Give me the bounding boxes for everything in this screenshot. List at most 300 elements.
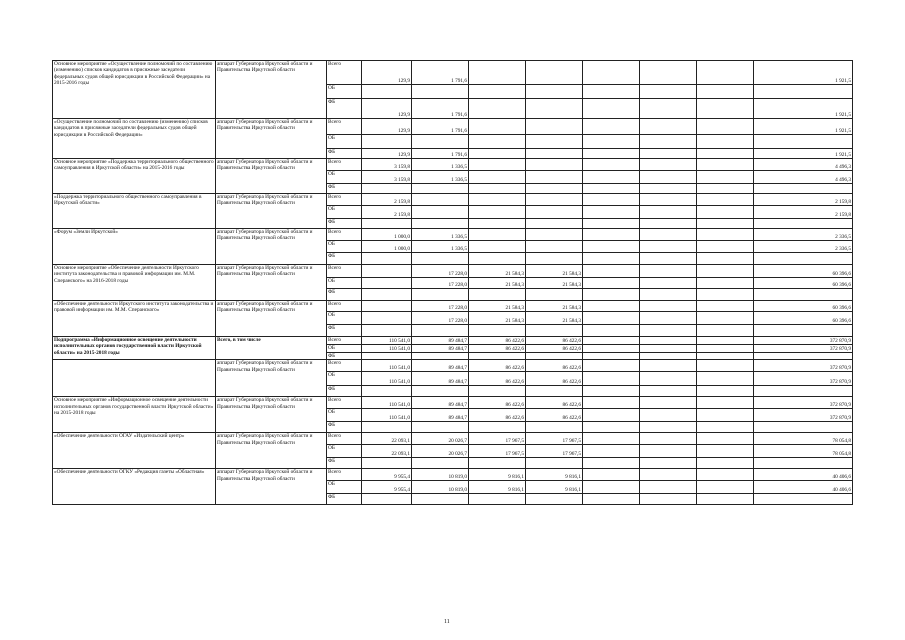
total-cell: 2 159,8 (754, 194, 853, 206)
amount-cell (697, 184, 754, 194)
amount-cell: 129,9 (362, 61, 412, 85)
amount-cell (697, 409, 754, 422)
amount-cell (583, 253, 640, 265)
funding-source-cell: Всего (327, 265, 362, 278)
amount-cell (583, 184, 640, 194)
amount-cell: 21 584,3 (526, 265, 583, 278)
amount-cell: 1 791,6 (412, 149, 469, 159)
activity-name-cell (53, 360, 216, 397)
total-cell: 2 159,8 (754, 206, 853, 219)
amount-cell (412, 494, 469, 505)
total-cell (754, 85, 853, 99)
amount-cell (412, 353, 469, 360)
amount-cell (526, 458, 583, 469)
amount-cell (469, 289, 526, 301)
total-cell: 372 870,9 (754, 372, 853, 386)
amount-cell (697, 278, 754, 289)
amount-cell (526, 325, 583, 337)
amount-cell (469, 119, 526, 135)
amount-cell (583, 149, 640, 159)
amount-cell (697, 219, 754, 229)
amount-cell (697, 345, 754, 353)
amount-cell (697, 159, 754, 171)
amount-cell (362, 458, 412, 469)
total-cell (754, 219, 853, 229)
funding-source-cell: ФБ (327, 353, 362, 360)
table-row (53, 159, 853, 171)
amount-cell (640, 445, 697, 458)
total-cell: 78 054,8 (754, 445, 853, 458)
table-row (53, 469, 853, 481)
amount-cell: 1 791,6 (412, 119, 469, 135)
amount-cell (469, 206, 526, 219)
amount-cell: 89 484,7 (412, 409, 469, 422)
amount-cell (583, 360, 640, 372)
amount-cell (526, 253, 583, 265)
executor-cell: аппарат Губернатора Иркутской области и Правительства Иркутской области (216, 194, 327, 229)
amount-cell (583, 278, 640, 289)
amount-cell (640, 481, 697, 494)
total-cell (754, 135, 853, 149)
amount-cell (697, 85, 754, 99)
amount-cell (526, 99, 583, 119)
amount-cell (697, 61, 754, 85)
amount-cell: 21 584,3 (526, 301, 583, 312)
activity-name-cell: «Обеспечение деятельности ОГАУ «Издательский центр» (53, 433, 216, 469)
amount-cell (640, 135, 697, 149)
amount-cell (583, 289, 640, 301)
amount-cell (583, 229, 640, 241)
total-cell (754, 325, 853, 337)
amount-cell (697, 337, 754, 345)
amount-cell (640, 194, 697, 206)
amount-cell (583, 337, 640, 345)
table-row (53, 119, 853, 135)
total-cell: 78 054,8 (754, 433, 853, 445)
amount-cell: 110 541,0 (362, 360, 412, 372)
amount-cell (640, 229, 697, 241)
executor-cell: аппарат Губернатора Иркутской области и Правительства Иркутской области (216, 397, 327, 433)
amount-cell (526, 135, 583, 149)
amount-cell (583, 301, 640, 312)
amount-cell (583, 397, 640, 409)
amount-cell (640, 494, 697, 505)
funding-source-cell: ОБ (327, 278, 362, 289)
total-cell (754, 422, 853, 433)
total-cell: 60 396,6 (754, 312, 853, 325)
amount-cell (412, 206, 469, 219)
amount-cell (640, 409, 697, 422)
amount-cell: 2 159,8 (362, 194, 412, 206)
amount-cell: 22 093,1 (362, 433, 412, 445)
amount-cell (640, 206, 697, 219)
total-cell: 4 496,3 (754, 159, 853, 171)
amount-cell: 86 422,6 (526, 337, 583, 345)
amount-cell: 21 584,3 (526, 312, 583, 325)
funding-source-cell: Всего (327, 337, 362, 345)
amount-cell (526, 386, 583, 397)
funding-source-cell: Всего (327, 159, 362, 171)
amount-cell (583, 219, 640, 229)
amount-cell (640, 159, 697, 171)
amount-cell (526, 159, 583, 171)
executor-cell: аппарат Губернатора Иркутской области и Правительства Иркутской области (216, 433, 327, 469)
amount-cell (697, 149, 754, 159)
executor-cell: аппарат Губернатора Иркутской области и Правительства Иркутской области (216, 229, 327, 265)
amount-cell (526, 494, 583, 505)
executor-cell: аппарат Губернатора Иркутской области и Правительства Иркутской области (216, 61, 327, 119)
table-row (53, 433, 853, 445)
amount-cell (583, 85, 640, 99)
amount-cell (697, 229, 754, 241)
amount-cell (697, 325, 754, 337)
executor-cell: аппарат Губернатора Иркутской области и Правительства Иркутской области (216, 265, 327, 301)
table-row (53, 229, 853, 241)
amount-cell: 1 791,6 (412, 99, 469, 119)
amount-cell (362, 219, 412, 229)
amount-cell: 86 422,6 (469, 372, 526, 386)
total-cell: 1 921,5 (754, 99, 853, 119)
amount-cell (640, 372, 697, 386)
amount-cell (583, 194, 640, 206)
activity-name-cell: «Обеспечение деятельности Иркутского института законодательства и правовой информации им. М.М. Сперанского» (53, 301, 216, 337)
amount-cell (362, 386, 412, 397)
amount-cell: 17 228,0 (412, 265, 469, 278)
funding-source-cell: ФБ (327, 458, 362, 469)
amount-cell: 9 816,1 (526, 481, 583, 494)
amount-cell (640, 301, 697, 312)
amount-cell (640, 386, 697, 397)
funding-source-cell: Всего (327, 433, 362, 445)
total-cell: 4 496,3 (754, 171, 853, 184)
amount-cell (362, 278, 412, 289)
amount-cell (640, 353, 697, 360)
amount-cell (469, 325, 526, 337)
executor-cell: аппарат Губернатора Иркутской области и Правительства Иркутской области (216, 469, 327, 505)
amount-cell: 86 422,6 (469, 360, 526, 372)
funding-source-cell: Всего (327, 397, 362, 409)
funding-source-cell: ОБ (327, 85, 362, 99)
amount-cell: 89 484,7 (412, 360, 469, 372)
amount-cell: 86 422,6 (469, 337, 526, 345)
amount-cell (469, 184, 526, 194)
amount-cell: 9 816,1 (526, 469, 583, 481)
amount-cell (640, 433, 697, 445)
total-cell (754, 184, 853, 194)
funding-source-cell: Всего (327, 229, 362, 241)
total-cell (754, 458, 853, 469)
amount-cell (583, 422, 640, 433)
amount-cell: 89 484,7 (412, 372, 469, 386)
amount-cell (469, 229, 526, 241)
funding-source-cell: Всего (327, 194, 362, 206)
executor-cell: аппарат Губернатора Иркутской области и Правительства Иркутской области (216, 159, 327, 194)
amount-cell (697, 433, 754, 445)
amount-cell (362, 265, 412, 278)
funding-source-cell: ФБ (327, 494, 362, 505)
amount-cell: 17 967,5 (469, 433, 526, 445)
amount-cell: 86 422,6 (469, 409, 526, 422)
amount-cell (640, 119, 697, 135)
amount-cell (469, 241, 526, 253)
amount-cell (469, 422, 526, 433)
total-cell (754, 353, 853, 360)
activity-name-cell: «Поддержка территориального общественного самоуправления в Иркутской области» (53, 194, 216, 229)
amount-cell (697, 206, 754, 219)
amount-cell (583, 345, 640, 353)
funding-source-cell: ФБ (327, 386, 362, 397)
amount-cell (469, 135, 526, 149)
amount-cell (583, 409, 640, 422)
amount-cell (526, 61, 583, 85)
amount-cell: 110 541,0 (362, 345, 412, 353)
amount-cell (697, 458, 754, 469)
funding-source-cell: ФБ (327, 422, 362, 433)
amount-cell (640, 458, 697, 469)
amount-cell (412, 458, 469, 469)
amount-cell (412, 184, 469, 194)
amount-cell (469, 171, 526, 184)
amount-cell (526, 241, 583, 253)
table-row (53, 61, 853, 85)
amount-cell (640, 325, 697, 337)
total-cell (754, 386, 853, 397)
executor-cell: аппарат Губернатора Иркутской области и Правительства Иркутской области (216, 360, 327, 397)
amount-cell: 10 819,0 (412, 481, 469, 494)
amount-cell (412, 253, 469, 265)
activity-name-cell: Основное мероприятие «Поддержка территориального общественного самоуправления в Иркутской области» на 2015-2016 годы (53, 159, 216, 194)
amount-cell: 17 967,5 (526, 433, 583, 445)
amount-cell (640, 85, 697, 99)
amount-cell (362, 494, 412, 505)
amount-cell (469, 194, 526, 206)
total-cell: 372 870,9 (754, 345, 853, 353)
table-row (53, 265, 853, 278)
total-cell: 372 870,9 (754, 337, 853, 345)
funding-source-cell: ФБ (327, 149, 362, 159)
amount-cell (526, 289, 583, 301)
amount-cell: 9 955,4 (362, 481, 412, 494)
amount-cell (697, 422, 754, 433)
amount-cell (640, 265, 697, 278)
amount-cell: 86 422,6 (526, 360, 583, 372)
amount-cell (412, 422, 469, 433)
amount-cell (697, 372, 754, 386)
amount-cell (583, 206, 640, 219)
amount-cell (362, 353, 412, 360)
amount-cell (362, 301, 412, 312)
amount-cell: 110 541,0 (362, 372, 412, 386)
total-cell: 60 396,6 (754, 278, 853, 289)
funding-source-cell: ОБ (327, 372, 362, 386)
amount-cell (526, 184, 583, 194)
amount-cell: 22 093,1 (362, 445, 412, 458)
total-cell: 1 921,5 (754, 119, 853, 135)
funding-source-cell: ФБ (327, 325, 362, 337)
funding-source-cell: Всего (327, 61, 362, 85)
amount-cell: 21 584,3 (469, 265, 526, 278)
amount-cell: 1 791,6 (412, 61, 469, 85)
table-row (53, 194, 853, 206)
amount-cell (697, 119, 754, 135)
amount-cell (640, 184, 697, 194)
amount-cell (640, 99, 697, 119)
total-cell: 372 870,9 (754, 409, 853, 422)
amount-cell (640, 241, 697, 253)
amount-cell (526, 422, 583, 433)
amount-cell: 1 000,0 (362, 229, 412, 241)
amount-cell (469, 386, 526, 397)
amount-cell (697, 301, 754, 312)
amount-cell: 110 541,0 (362, 409, 412, 422)
total-cell: 40 406,6 (754, 481, 853, 494)
amount-cell (362, 312, 412, 325)
amount-cell (640, 253, 697, 265)
amount-cell (469, 494, 526, 505)
funding-source-cell: ОБ (327, 171, 362, 184)
funding-source-cell: Всего (327, 360, 362, 372)
amount-cell: 1 336,5 (412, 159, 469, 171)
amount-cell (640, 422, 697, 433)
amount-cell: 9 816,1 (469, 469, 526, 481)
amount-cell (640, 149, 697, 159)
amount-cell: 86 422,6 (469, 397, 526, 409)
amount-cell (362, 325, 412, 337)
amount-cell: 21 584,3 (469, 312, 526, 325)
table-row (53, 337, 853, 345)
amount-cell: 20 026,7 (412, 445, 469, 458)
amount-cell (583, 372, 640, 386)
funding-source-cell: ФБ (327, 99, 362, 119)
amount-cell (412, 325, 469, 337)
funding-source-cell: ОБ (327, 241, 362, 253)
amount-cell: 17 967,5 (469, 445, 526, 458)
amount-cell (469, 458, 526, 469)
funding-source-cell: ФБ (327, 289, 362, 301)
amount-cell (583, 159, 640, 171)
activity-name-cell: Подпрограмма «Информационное освещение деятельности исполнительных органов государственной власти Иркутской области» на 2015-2018 годы (53, 337, 216, 360)
amount-cell (697, 289, 754, 301)
funding-source-cell: ОБ (327, 135, 362, 149)
amount-cell: 86 422,6 (526, 409, 583, 422)
amount-cell: 1 336,5 (412, 171, 469, 184)
amount-cell: 10 819,0 (412, 469, 469, 481)
amount-cell: 110 541,0 (362, 397, 412, 409)
amount-cell (469, 353, 526, 360)
amount-cell: 129,9 (362, 149, 412, 159)
total-cell: 372 870,9 (754, 397, 853, 409)
amount-cell (412, 194, 469, 206)
funding-source-cell: Всего (327, 301, 362, 312)
activity-name-cell: «Форум «Земли Иркутской» (53, 229, 216, 265)
amount-cell (469, 85, 526, 99)
amount-cell (697, 253, 754, 265)
table-row (53, 360, 853, 372)
total-cell: 2 336,5 (754, 229, 853, 241)
amount-cell: 110 541,0 (362, 337, 412, 345)
total-cell: 60 396,6 (754, 265, 853, 278)
amount-cell: 89 484,7 (412, 337, 469, 345)
amount-cell (640, 278, 697, 289)
amount-cell (526, 171, 583, 184)
funding-source-cell: ФБ (327, 184, 362, 194)
amount-cell (640, 289, 697, 301)
amount-cell (469, 149, 526, 159)
amount-cell (697, 445, 754, 458)
amount-cell (697, 353, 754, 360)
page-number: 11 (444, 619, 450, 625)
amount-cell (697, 171, 754, 184)
amount-cell (362, 289, 412, 301)
amount-cell: 1 336,5 (412, 241, 469, 253)
amount-cell (526, 149, 583, 159)
amount-cell (583, 433, 640, 445)
amount-cell: 9 955,4 (362, 469, 412, 481)
amount-cell (697, 312, 754, 325)
budget-table-body (53, 61, 853, 505)
amount-cell: 1 000,0 (362, 241, 412, 253)
table-row (53, 397, 853, 409)
amount-cell (583, 171, 640, 184)
amount-cell (583, 353, 640, 360)
amount-cell (412, 386, 469, 397)
funding-source-cell: ОБ (327, 312, 362, 325)
amount-cell (697, 360, 754, 372)
amount-cell: 3 159,8 (362, 171, 412, 184)
amount-cell (697, 194, 754, 206)
funding-source-cell: Всего (327, 469, 362, 481)
amount-cell (469, 99, 526, 119)
amount-cell: 86 422,6 (526, 372, 583, 386)
amount-cell (640, 360, 697, 372)
amount-cell (583, 458, 640, 469)
executor-cell: аппарат Губернатора Иркутской области и Правительства Иркутской области (216, 301, 327, 337)
amount-cell (583, 469, 640, 481)
amount-cell (362, 135, 412, 149)
amount-cell (526, 119, 583, 135)
amount-cell: 20 026,7 (412, 433, 469, 445)
executor-cell: аппарат Губернатора Иркутской области и Правительства Иркутской области (216, 119, 327, 159)
amount-cell (362, 184, 412, 194)
amount-cell (412, 289, 469, 301)
budget-table (52, 60, 853, 505)
amount-cell (697, 99, 754, 119)
amount-cell (469, 159, 526, 171)
amount-cell (583, 325, 640, 337)
amount-cell (640, 61, 697, 85)
amount-cell (583, 61, 640, 85)
amount-cell (526, 194, 583, 206)
executor-cell: Всего, в том числе (216, 337, 327, 360)
amount-cell: 21 584,3 (469, 301, 526, 312)
funding-source-cell: ФБ (327, 219, 362, 229)
funding-source-cell: Всего (327, 119, 362, 135)
amount-cell: 21 584,3 (469, 278, 526, 289)
amount-cell: 21 584,3 (526, 278, 583, 289)
amount-cell (469, 219, 526, 229)
amount-cell (412, 85, 469, 99)
funding-source-cell: ОБ (327, 481, 362, 494)
total-cell (754, 253, 853, 265)
amount-cell (583, 386, 640, 397)
amount-cell (640, 171, 697, 184)
funding-source-cell: ФБ (327, 253, 362, 265)
total-cell (754, 289, 853, 301)
amount-cell (583, 312, 640, 325)
amount-cell (412, 219, 469, 229)
total-cell (754, 494, 853, 505)
total-cell: 2 336,5 (754, 241, 853, 253)
